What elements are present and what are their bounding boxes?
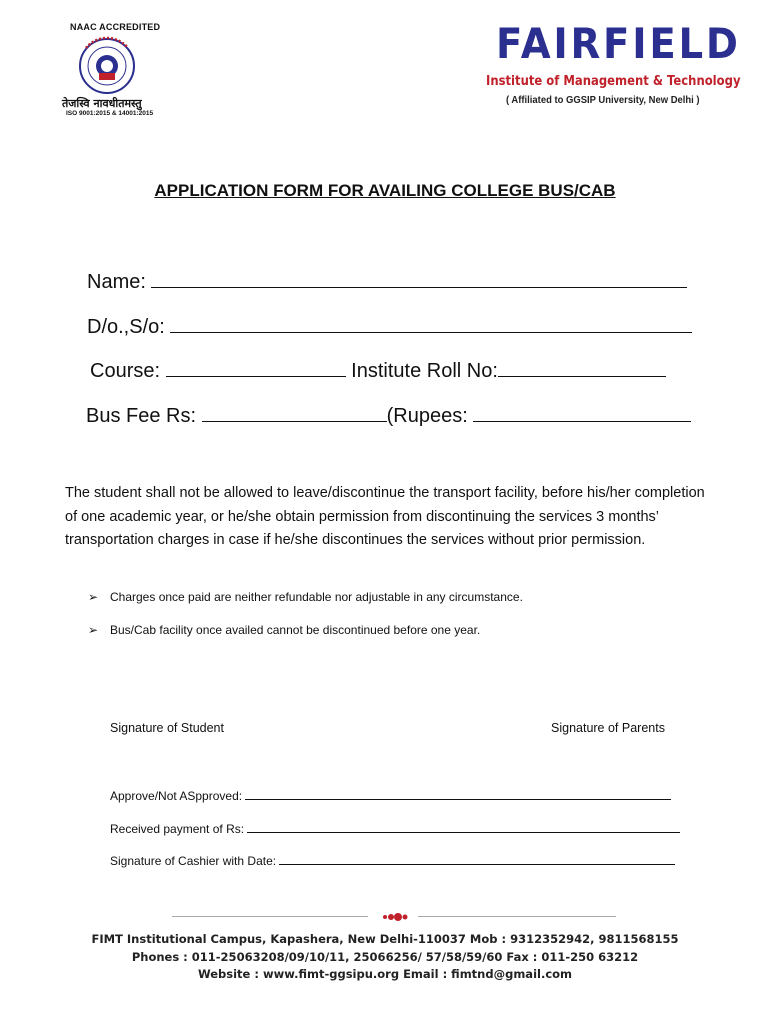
bullet-text: Charges once paid are neither refundable nor adjustable in any circumstance. [110, 590, 523, 604]
fairfield-logo: FAIRFIELD [496, 19, 741, 68]
terms-paragraph: The student shall not be allowed to leave/discontinue the transport facility, before his/her completion of one academic year, or he/she obtain permission from discontinuing the services 3 months’ transportation charges in case if he/she discontinues the services without prior permission. [65, 485, 705, 548]
rupees-field[interactable] [473, 403, 691, 422]
name-row [87, 269, 687, 294]
footer-divider-left [172, 916, 368, 917]
iso-certification: ISO 9001:2015 & 14001:2015 [66, 110, 154, 117]
footer-phones: Phones : 011-25063208/09/10/11, 25066256/ 57/58/59/60 Fax : 011-250 63212 [131, 950, 639, 964]
payment-row [110, 820, 680, 836]
guardian-label: D/o.,S/o: [87, 316, 165, 338]
naac-accreditation-label: NAAC ACCREDITED [70, 22, 161, 32]
bus-fee-label: Bus Fee Rs: [86, 405, 197, 427]
institute-subtitle: Institute of Management & Technology [486, 73, 741, 89]
approval-label: Approve/Not ASpproved: [110, 789, 243, 803]
college-seal-icon [72, 36, 142, 96]
affiliation-note: ( Affiliated to GGSIP University, New Delhi ) [506, 94, 700, 106]
parents-signature-label: Signature of Parents [551, 721, 665, 735]
roll-label: Institute Roll No: [351, 360, 498, 382]
list-item [88, 590, 523, 604]
cashier-field[interactable] [279, 852, 675, 865]
form-title: APPLICATION FORM FOR AVAILING COLLEGE BUS/CAB [154, 181, 616, 200]
course-label: Course: [90, 360, 161, 382]
list-item [88, 623, 480, 637]
sanskrit-motto: तेजस्वि नावधीतमस्तु [62, 97, 142, 110]
approval-row [110, 787, 671, 803]
footer-ornament-icon [381, 911, 411, 923]
guardian-row [87, 314, 692, 339]
roll-field[interactable] [498, 358, 666, 377]
bullet-text: Bus/Cab facility once availed cannot be discontinued before one year. [110, 623, 481, 637]
approval-field[interactable] [245, 787, 671, 800]
name-label: Name: [87, 271, 146, 293]
course-field[interactable] [166, 358, 346, 377]
cashier-row [110, 852, 675, 868]
arrow-bullet-icon: ➢ [88, 590, 99, 604]
course-row [90, 358, 666, 383]
rupees-label: (Rupees: [386, 405, 468, 427]
payment-label: Received payment of Rs: [110, 822, 245, 836]
cashier-label: Signature of Cashier with Date: [110, 854, 277, 868]
payment-field[interactable] [247, 820, 680, 833]
footer-address: FIMT Institutional Campus, Kapashera, New Delhi-110037 Mob : 9312352942, 9811568155 [91, 932, 679, 946]
bus-fee-field[interactable] [202, 403, 387, 422]
guardian-field[interactable] [170, 314, 692, 333]
name-field[interactable] [151, 269, 687, 288]
student-signature-label: Signature of Student [110, 721, 224, 735]
bus-fee-row [86, 403, 691, 428]
footer-divider-right [418, 916, 616, 917]
arrow-bullet-icon: ➢ [88, 623, 99, 637]
footer-contact: Website : www.fimt-ggsipu.org Email : fimtnd@gmail.com [197, 967, 573, 981]
